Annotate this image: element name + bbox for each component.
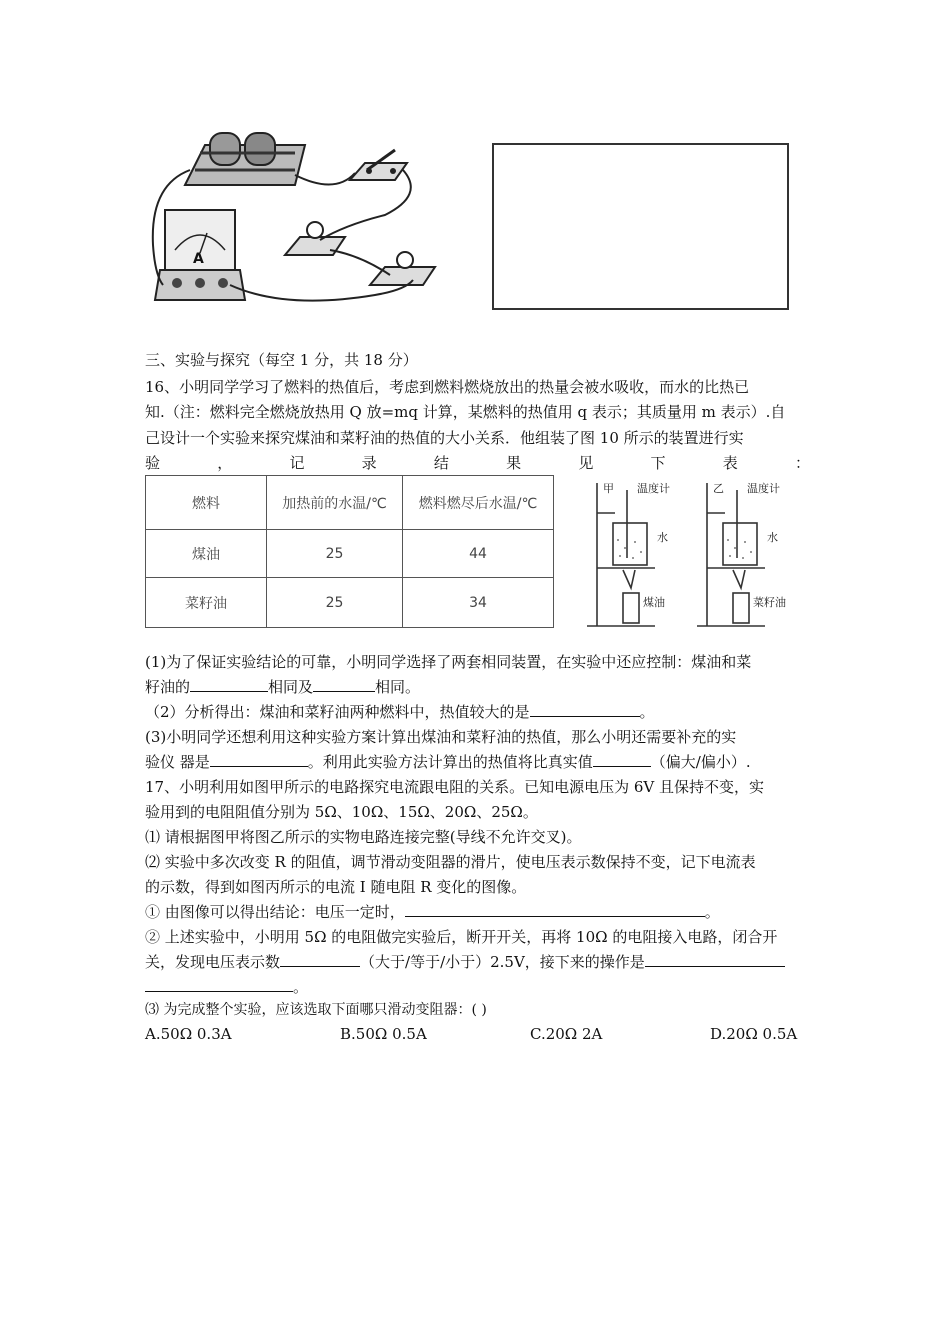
text: 验仪 器是 [145, 753, 210, 771]
results-table [145, 475, 554, 628]
option-a: A.50Ω 0.3A [145, 1025, 232, 1043]
ammeter-label: A [193, 251, 204, 267]
table-header-cell: 加热前的水温/℃ [267, 476, 403, 530]
q16-line-4 [145, 453, 810, 473]
thermometer-label-right: 温度计 [747, 482, 780, 495]
q16-line-2: 知.（注：燃料完全燃烧放热用 Q 放=mq 计算，某燃料的热值用 q 表示；其质量用 m 表示）.自 [145, 403, 786, 421]
option-b: B.50Ω 0.5A [340, 1025, 427, 1043]
text: 相同。 [375, 678, 421, 696]
water-label-left: 水 [657, 531, 668, 544]
text: （大于/等于/小于）2.5V，接下来的操作是 [360, 953, 645, 971]
switch [350, 150, 407, 180]
answer-blank [280, 952, 360, 967]
table-row [146, 578, 554, 628]
table-cell: 44 [403, 530, 554, 578]
q16-line-3: 己设计一个实验来探究煤油和菜籽油的热值的大小关系．他组装了图 10 所示的装置进行实 [145, 429, 744, 447]
q16-p1-a: (1)为了保证实验结论的可靠，小明同学选择了两套相同装置，在实验中还应控制：煤油和菜 [145, 653, 752, 671]
apparatus-figure [585, 478, 805, 633]
text: 。 [293, 978, 309, 996]
q16-word: ， [217, 454, 233, 472]
q17-c2c [145, 977, 810, 997]
tag-right: 乙 [713, 482, 724, 495]
q17-s2b: 的示数，得到如图丙所示的电流 I 随电阻 R 变化的图像。 [145, 878, 527, 896]
table-header-cell: 燃料燃尽后水温/℃ [403, 476, 554, 530]
option-c: C.20Ω 2A [530, 1025, 603, 1043]
table-header-cell: 燃料 [146, 476, 267, 530]
q16-word: 记 [289, 454, 305, 472]
q17-c2b [145, 952, 810, 972]
fuel-label-left: 煤油 [643, 596, 665, 609]
q17-s1: ⑴ 请根据图甲将图乙所示的实物电路连接完整(导线不允许交叉)。 [145, 828, 582, 846]
table-row [146, 530, 554, 578]
text: 关，发现电压表示数 [145, 953, 281, 971]
thermometer-label-left: 温度计 [637, 482, 670, 495]
q17-s2a: ⑵ 实验中多次改变 R 的阻值，调节滑动变阻器的滑片，使电压表示数保持不变，记下电流表 [145, 853, 756, 871]
table-cell: 34 [403, 578, 554, 628]
lamp-1 [285, 222, 345, 255]
q16-word: 结 [433, 454, 449, 472]
water-dots-left [617, 539, 642, 559]
text: 。 [704, 903, 720, 921]
answer-blank [530, 702, 640, 717]
answer-blank [405, 902, 705, 917]
text: （2）分析得出：煤油和菜籽油两种燃料中，热值较大的是 [145, 703, 530, 721]
q16-p2 [145, 702, 810, 722]
q16-word: 录 [361, 454, 377, 472]
table-cell: 菜籽油 [146, 578, 267, 628]
table-cell: 25 [267, 578, 403, 628]
q16-word: 下 [650, 454, 666, 472]
text: （偏大/偏小）. [650, 753, 751, 771]
text: 。 [639, 703, 655, 721]
q16-word: 表 [722, 454, 738, 472]
q16-word: 验 [145, 454, 161, 472]
answer-blank [190, 677, 268, 692]
circuit-figure [145, 125, 440, 315]
option-d: D.20Ω 0.5A [710, 1025, 798, 1043]
q17-c2a: ② 上述实验中，小明用 5Ω 的电阻做完实验后，断开开关，再将 10Ω 的电阻接入电路，闭合开 [145, 928, 778, 946]
text: 籽油的 [145, 678, 191, 696]
q16-word: ： [794, 454, 810, 472]
q17-s3: ⑶ 为完成整个实验，应该选取下面哪只滑动变阻器：( ) [145, 1002, 487, 1018]
q16-p3-b [145, 752, 810, 772]
q16-p1-b [145, 677, 810, 697]
fuel-label-right: 菜籽油 [753, 596, 786, 609]
q17-line-2: 验用到的电阻阻值分别为 5Ω、10Ω、15Ω、20Ω、25Ω。 [145, 803, 538, 821]
battery-box [185, 133, 305, 185]
table-cell: 煤油 [146, 530, 267, 578]
answer-blank [593, 752, 651, 767]
answer-blank [313, 677, 375, 692]
q17-c1 [145, 902, 810, 922]
q17-line-1: 17、小明利用如图甲所示的电路探究电流跟电阻的关系。已知电源电压为 6V 且保持不变，实 [145, 778, 765, 796]
answer-blank [210, 752, 308, 767]
text: 相同及 [268, 678, 314, 696]
answer-blank [145, 977, 293, 992]
text: 。利用此实验方法计算出的热值将比真实值 [307, 753, 593, 771]
drawing-answer-box [492, 143, 789, 310]
answer-blank [645, 952, 785, 967]
q16-word: 见 [578, 454, 594, 472]
q16-word: 果 [506, 454, 522, 472]
tag-left: 甲 [603, 482, 614, 495]
table-cell: 25 [267, 530, 403, 578]
q16-line-1: 16、小明同学学习了燃料的热值后，考虑到燃料燃烧放出的热量会被水吸收，而水的比热已 [145, 378, 750, 396]
water-dots-right [727, 539, 752, 559]
table-header-row [146, 476, 554, 530]
text: ① 由图像可以得出结论：电压一定时， [145, 903, 405, 921]
q16-p3-a: (3)小明同学还想利用这种实验方案计算出煤油和菜籽油的热值，那么小明还需要补充的实 [145, 728, 737, 746]
water-label-right: 水 [767, 531, 778, 544]
section-title: 三、实验与探究（每空 1 分，共 18 分） [145, 351, 418, 369]
